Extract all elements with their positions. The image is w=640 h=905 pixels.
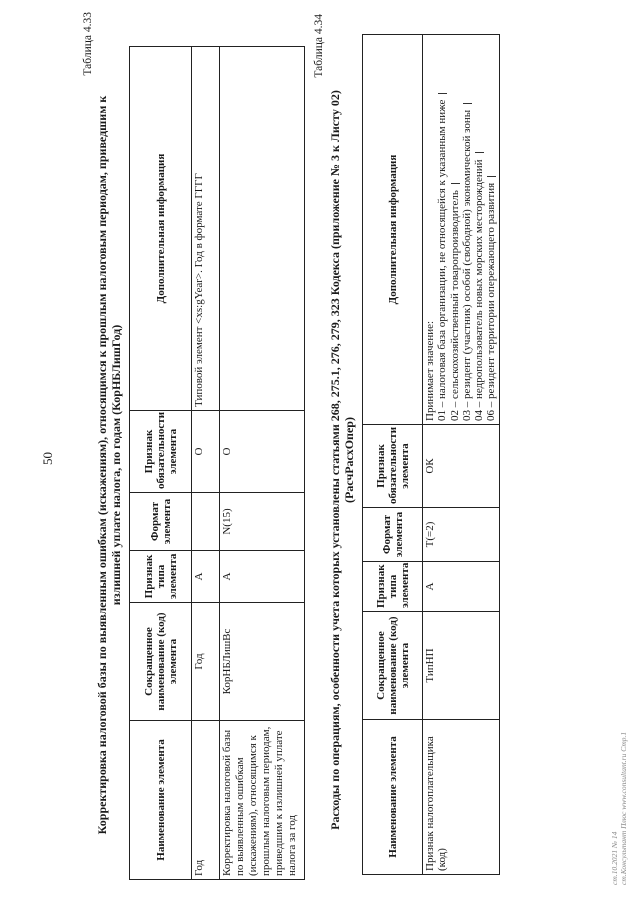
info-value-06 bbox=[485, 38, 497, 421]
cell-format bbox=[192, 493, 220, 551]
page-number: 50 bbox=[40, 452, 55, 465]
table-4-33-title-line1: Корректировка налоговой базы по выявленным ошибкам (искажениям), относящимся к прошлым налоговым периодам, приведшим к bbox=[95, 95, 109, 835]
col-header-type: Признак типа элемента bbox=[363, 562, 423, 612]
cell-required: ОК bbox=[423, 425, 500, 508]
cell-code: КорНБЛишВс bbox=[220, 603, 305, 721]
cell-type: А bbox=[423, 562, 500, 612]
col-header-type: Признак типа элемента bbox=[130, 551, 192, 603]
cell-type: А bbox=[192, 551, 220, 603]
table-4-34 bbox=[362, 34, 500, 875]
stamp-line1: ст.10.2021 № 14 bbox=[610, 831, 619, 885]
cursor-bar-mark bbox=[463, 103, 472, 104]
info-value-04 bbox=[473, 38, 485, 421]
col-header-format: Формат элемента bbox=[130, 493, 192, 551]
table-4-34-label: Таблица 4.34 bbox=[313, 14, 325, 78]
info-value-06-text: 06 – резидент территории опережающего развития bbox=[485, 182, 498, 421]
cell-name: Признак налогоплательщика (код) bbox=[423, 720, 500, 875]
table-row bbox=[192, 47, 220, 880]
info-value-02 bbox=[449, 38, 461, 421]
cell-info: Типовой элемент <xs:gYear>. Год в формате ГГГГ bbox=[192, 47, 220, 411]
info-intro: Принимает значение: bbox=[424, 320, 436, 421]
col-header-code: Сокращенное наименование (код) элемента bbox=[363, 612, 423, 720]
cell-type: А bbox=[220, 551, 305, 603]
table-row bbox=[423, 35, 500, 875]
cursor-bar-mark bbox=[487, 176, 496, 177]
table-header-row bbox=[363, 35, 423, 875]
table-4-33 bbox=[129, 46, 305, 880]
table-4-34-title-line2: (РасчРасхОпер) bbox=[342, 417, 356, 503]
table-4-33-title bbox=[95, 50, 123, 880]
col-header-info: Дополнительная информация bbox=[130, 47, 192, 411]
table-4-33-title-line2: излишней уплате налога, по годам (КорНБЛишГод) bbox=[109, 324, 123, 606]
table-4-34-title bbox=[328, 45, 356, 875]
table-4-34-title-line1: Расходы по операциям, особенности учета которых установлены статьями 268, 275.1, 276, 279, 323 Кодекса (приложение № 3 к Листу 02) bbox=[328, 90, 342, 830]
cell-required: О bbox=[192, 411, 220, 493]
col-header-name: Наименование элемента bbox=[363, 720, 423, 875]
cell-code: Год bbox=[192, 603, 220, 721]
cell-code: ТипНП bbox=[423, 612, 500, 720]
info-value-03-text: 03 – резидент (участник) особой (свободной) экономической зоны bbox=[460, 109, 473, 421]
col-header-format: Формат элемента bbox=[363, 508, 423, 562]
table-header-row bbox=[130, 47, 192, 880]
cell-info bbox=[423, 35, 500, 425]
col-header-required: Признак обязательности элемента bbox=[363, 425, 423, 508]
cell-required: О bbox=[220, 411, 305, 493]
cursor-bar-mark bbox=[438, 93, 447, 94]
table-4-33-label: Таблица 4.33 bbox=[82, 12, 94, 76]
info-value-02-text: 02 – сельскохозяйственный товаропроизводитель bbox=[448, 190, 461, 421]
cell-format: T(=2) bbox=[423, 508, 500, 562]
document-stamp bbox=[610, 732, 628, 885]
col-header-required: Признак обязательности элемента bbox=[130, 411, 192, 493]
info-value-04-text: 04 – недропользователь новых морских месторождений bbox=[473, 159, 486, 421]
cell-name: Корректировка налоговой базы по выявленным ошибкам (искажениям), относящимся к прошлым налоговым периодам, приведшим к излишней уплате налога за год bbox=[220, 721, 305, 880]
info-value-01-text: 01 – налоговая база организации, не относящейся к указанным ниже bbox=[436, 99, 449, 421]
cell-info bbox=[220, 47, 305, 411]
cursor-bar-mark bbox=[451, 183, 460, 184]
col-header-code: Сокращенное наименование (код) элемента bbox=[130, 603, 192, 721]
stamp-line2: ст.Консультант Плюс www.consultant.ru Стр.1 bbox=[619, 731, 628, 885]
col-header-info: Дополнительная информация bbox=[363, 35, 423, 425]
col-header-name: Наименование элемента bbox=[130, 721, 192, 880]
info-value-03 bbox=[461, 38, 473, 421]
table-row bbox=[220, 47, 305, 880]
cursor-bar-mark bbox=[475, 152, 484, 153]
info-value-01 bbox=[436, 38, 448, 421]
cell-format: N(15) bbox=[220, 493, 305, 551]
cell-name: Год bbox=[192, 721, 220, 880]
